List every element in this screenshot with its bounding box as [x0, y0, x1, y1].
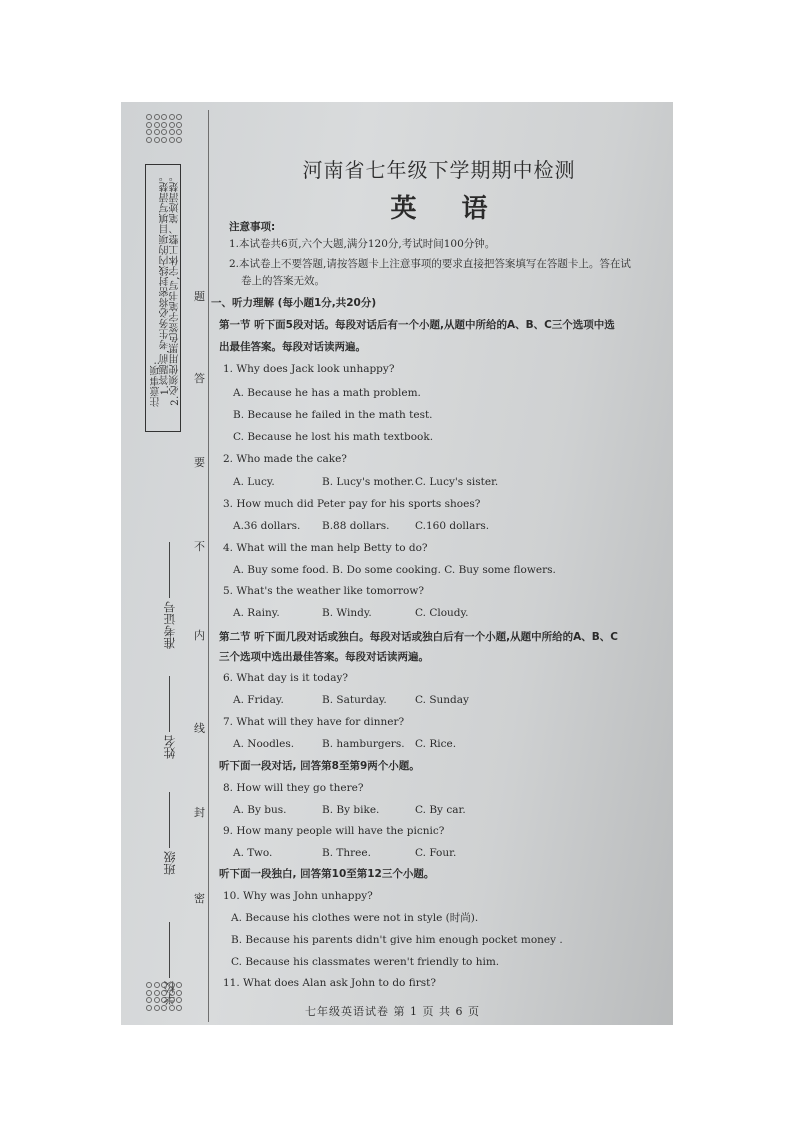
question-4: 4. What will the man help Betty to do?	[223, 542, 428, 554]
option: A. Because he has a math problem.	[233, 387, 421, 399]
field-label: 班级	[163, 851, 177, 875]
notes-line2-cont: 卷上的答案无效。	[241, 275, 325, 287]
scanned-page	[121, 102, 673, 1025]
field-label: 准考证号	[163, 601, 177, 649]
option: C. By car.	[415, 804, 466, 816]
question-7: 7. What will they have for dinner?	[223, 716, 405, 728]
punch-holes-top	[146, 114, 182, 143]
section1-heading: 一、听力理解 (每小题1分,共20分)	[211, 297, 377, 309]
question-3: 3. How much did Peter pay for his sports shoes?	[223, 498, 481, 510]
seal-char: 封	[194, 806, 205, 819]
intro-8-9: 听下面一段对话, 回答第8至第9两个小题。	[219, 760, 420, 772]
exam-title: 河南省七年级下学期期中检测	[302, 158, 576, 182]
field-underline	[170, 542, 171, 598]
seal-char: 线	[194, 722, 205, 735]
field-underline	[170, 922, 171, 978]
option: C. Because he lost his math textbook.	[233, 431, 434, 443]
option: B. Windy.	[322, 607, 372, 619]
seal-line	[208, 110, 209, 1022]
question-9: 9. How many people will have the picnic?	[223, 825, 445, 837]
binding-strip	[121, 102, 209, 1025]
seal-char: 答	[194, 372, 205, 385]
part2-instruction: 第二节 听下面几段对话或独白。每段对话或独白后有一个小题,从题中所给的A、B、C	[219, 631, 618, 643]
field-class[interactable]	[161, 792, 178, 875]
option: A. By bus.	[233, 804, 287, 816]
exam-content	[211, 102, 659, 1025]
option: C. Rice.	[415, 738, 457, 750]
option: C. Four.	[415, 847, 457, 859]
option: A. Friday.	[233, 694, 284, 706]
seal-char: 密	[194, 892, 205, 905]
notes-line2: 2.本试卷上不要答题,请按答题卡上注意事项的要求直接把答案填写在答题卡上。答在试	[229, 258, 631, 270]
question-5: 5. What's the weather like tomorrow?	[223, 585, 424, 597]
option: B. Lucy's mother.	[322, 476, 415, 488]
option: C. Sunday	[415, 694, 469, 706]
option: A. Two.	[233, 847, 273, 859]
field-exam-number[interactable]	[161, 542, 178, 649]
option: A. Because his clothes were not in style (时尚).	[231, 912, 479, 924]
option: C. Cloudy.	[415, 607, 469, 619]
field-underline	[170, 676, 171, 732]
option: B. hamburgers.	[322, 738, 405, 750]
question-10: 10. Why was John unhappy?	[223, 890, 373, 902]
notes-line1: 1.本试卷共6页,六个大题,满分120分,考试时间100分钟。	[229, 238, 496, 250]
binding-notice-line2: 2.必须使用黑色签字笔书写,字体工整、笔迹清楚。	[170, 171, 181, 406]
question-1: 1. Why does Jack look unhappy?	[223, 363, 395, 375]
binding-notice-label: 注意事项:	[151, 361, 162, 407]
question-6: 6. What day is it today?	[223, 672, 349, 684]
seal-char: 要	[194, 456, 205, 469]
binding-notice-line1: 1.答题前,考生务必将密封线内的项目填写清楚。	[160, 171, 171, 396]
notes-heading: 注意事项:	[229, 221, 276, 233]
option: B. Three.	[322, 847, 371, 859]
exam-subject: 英 语	[390, 194, 506, 224]
question-11: 11. What does Alan ask John to do first?	[223, 977, 436, 989]
punch-holes-bottom	[146, 982, 182, 1011]
part1-instruction: 第一节 听下面5段对话。每段对话后有一个小题,从题中所给的A、B、C三个选项中选	[219, 319, 615, 331]
option: B. By bike.	[322, 804, 380, 816]
part2-instruction-cont: 三个选项中选出最佳答案。每段对话读两遍。	[219, 651, 429, 663]
field-name[interactable]	[161, 676, 178, 759]
seal-char: 不	[194, 540, 205, 553]
option: B.88 dollars.	[322, 520, 390, 532]
seal-char: 内	[194, 629, 205, 642]
field-underline	[170, 792, 171, 848]
option: B. Because he failed in the math test.	[233, 409, 433, 421]
option: C. Because his classmates weren't friendly to him.	[231, 956, 500, 968]
option: A. Noodles.	[233, 738, 295, 750]
binding-notice-box	[145, 164, 181, 432]
field-label: 姓名	[163, 735, 177, 759]
option: A. Rainy.	[233, 607, 280, 619]
option: B. Because his parents didn't give him enough pocket money .	[231, 934, 563, 946]
option: A.36 dollars.	[233, 520, 301, 532]
field-label: 学校	[163, 981, 177, 1005]
option: C. Lucy's sister.	[415, 476, 499, 488]
part1-instruction-cont: 出最佳答案。每段对话读两遍。	[219, 341, 366, 353]
intro-10-12: 听下面一段独白, 回答第10至第12三个小题。	[219, 868, 435, 880]
option: A. Lucy.	[233, 476, 275, 488]
option: A. Buy some food. B. Do some cooking. C. Buy some flowers.	[233, 564, 556, 576]
question-2: 2. Who made the cake?	[223, 453, 347, 465]
option: C.160 dollars.	[415, 520, 490, 532]
question-8: 8. How will they go there?	[223, 782, 364, 794]
seal-char: 题	[194, 290, 205, 303]
option: B. Saturday.	[322, 694, 387, 706]
page-footer: 七年级英语试卷 第 1 页 共 6 页	[305, 1005, 480, 1018]
